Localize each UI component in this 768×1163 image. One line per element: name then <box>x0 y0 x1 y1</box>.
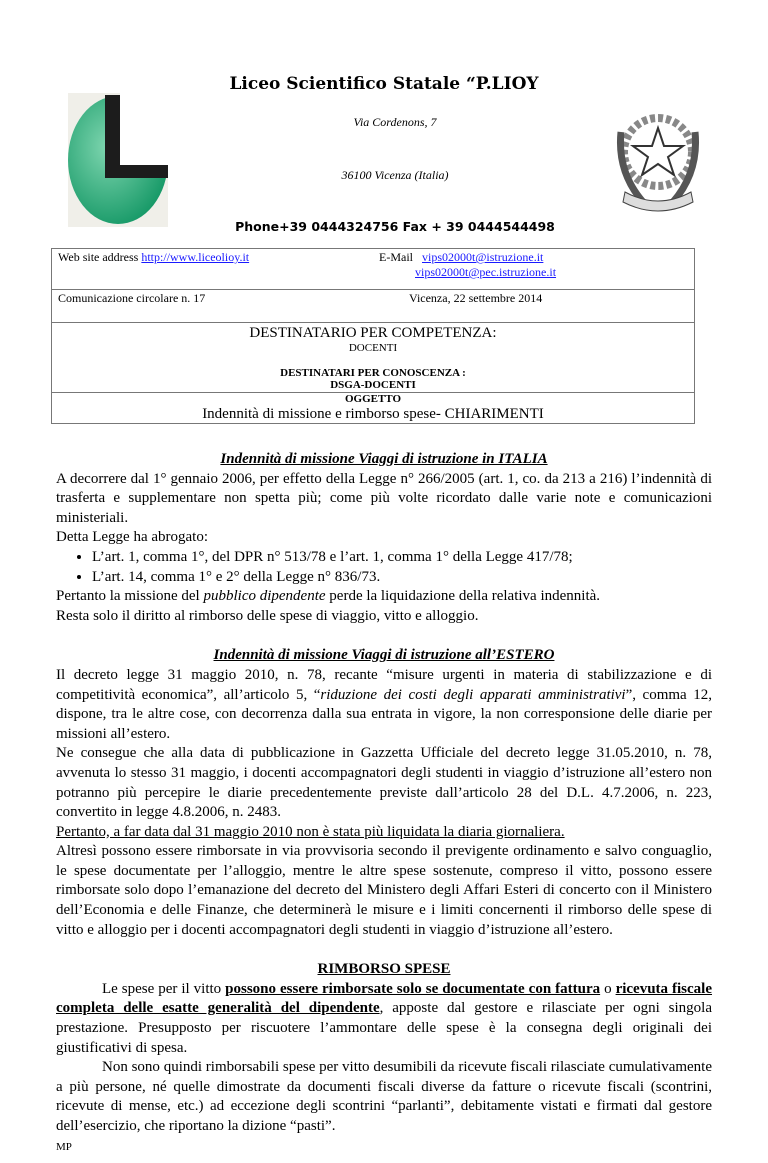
header-info-table <box>51 248 695 424</box>
subject-heading: OGGETTO <box>344 393 402 405</box>
paragraph: Ne consegue che alla data di pubblicazione in Gazzetta Ufficiale del decreto legge 31.05.2010, n. 78, avvenuta lo stesso 31 maggio, i docenti accompagnatori degli studenti in viaggio d’istruzione all’estero non potranno più percepire le diarie precedentemente previste dall’articolo 28 del D.L. 4.7.2006, n. 223, convertito in legge 4.8.2006, n. 2483. <box>56 745 712 821</box>
letterhead <box>0 0 768 248</box>
paragraph: Resta solo il diritto al rimborso delle spese di viaggio, vitto e alloggio. <box>56 607 479 624</box>
document-date: Vicenza, 22 settembre 2014 <box>373 290 695 323</box>
email-link-1[interactable]: vips02000t@istruzione.it <box>422 250 544 264</box>
paragraph: Non sono quindi rimborsabili spese per vitto desumibili da ricevute fiscali rilasciate cumulativamente a più persone, né quelle dimostrate da documenti fiscali diverse da fatture o ricevute fiscali (scontrini, ricevute di mense, etc.) ad eccezione degli scontrini “parlanti”, debitamente vistati e firmati dal gestore dell’esercizio, che riportano la dizione “pasti”. <box>56 1059 712 1134</box>
list-item: • L’art. 1, comma 1°, del DPR n° 513/78 e l’art. 1, comma 1° della Legge 417/78; <box>92 548 712 568</box>
recipients: DOCENTI <box>348 342 398 354</box>
school-name: Liceo Scientifico Statale “P.LIOY <box>229 74 539 94</box>
school-logo <box>68 93 168 227</box>
email-label: E-Mail <box>379 250 413 264</box>
section-heading: Indennità di missione Viaggi di istruzione all’ESTERO <box>213 647 555 664</box>
cc-heading: DESTINATARI PER CONOSCENZA : <box>280 367 466 379</box>
list-item: • L’art. 14, comma 1° e 2° della Legge n° 836/73. <box>92 568 712 588</box>
paragraph: Detta Legge ha abrogato: <box>56 529 209 546</box>
abrogated-list <box>56 548 712 587</box>
section-heading: Indennità di missione Viaggi di istruzione in ITALIA <box>220 451 548 467</box>
circular-number: Comunicazione circolare n. 17 <box>52 290 374 323</box>
paragraph: Il decreto legge 31 maggio 2010, n. 78, recante “misure urgenti in materia di stabilizzazione e di competitività economica”, all’articolo 5, “riduzione dei costi degli apparati amministrativi”, comma 12, dispone, tra le altre cose, con decorrenza dalla sua entrata in vigore, la non corresponsione delle diarie per missioni all’estero. <box>56 666 712 742</box>
paragraph: Altresì possono essere rimborsate in via provvisoria secondo il previgente ordinamento e salvo conguaglio, le spese documentate per l’alloggio, mentre le altre spese sostenute, compreso il vitto, possono essere rimborsate solo dopo l’emanazione del decreto del Ministero degli Affari Esteri di concerto con il Ministero dell’Economia e delle Finanze, che determinerà le misure e i limiti concernenti il rimborso delle spese di vitto e alloggio per i docenti accompagnatori degli studenti in viaggio d’istruzione all’estero. <box>56 843 712 938</box>
address-street: Via Cordenons, 7 <box>353 115 437 129</box>
website-label: Web site address <box>58 250 139 264</box>
paragraph: Pertanto, a far data dal 31 maggio 2010 non è stata più liquidata la diaria giornaliera. <box>56 823 565 840</box>
recipients-heading: DESTINATARIO PER COMPETENZA: <box>249 325 497 341</box>
section-heading: RIMBORSO SPESE <box>317 961 451 978</box>
section-italia <box>56 450 712 626</box>
email-link-2[interactable]: vips02000t@pec.istruzione.it <box>415 265 557 279</box>
paragraph: Le spese per il vitto possono essere rimborsate solo se documentate con fattura o ricevuta fiscale completa delle esatte generalità del dipendente, apposte dal gestore e rilasciate per ogni singola prestazione. Presupposto per riscuotere l’ammontare delle spese è la consegna degli originali dei giustificativi di spesa. <box>56 980 712 1056</box>
italian-republic-emblem <box>613 92 703 220</box>
subject: Indennità di missione e rimborso spese- CHIARIMENTI <box>202 406 544 422</box>
phone-fax: Phone+39 0444324756 Fax + 39 0444544498 <box>235 219 555 234</box>
author-initials: MP <box>56 1140 72 1153</box>
cc-recipients: DSGA-DOCENTI <box>330 379 416 391</box>
address-city: 36100 Vicenza (Italia) <box>341 168 449 182</box>
section-rimborso <box>56 960 712 1136</box>
website-link[interactable]: http://www.liceolioy.it <box>141 250 250 264</box>
paragraph: Pertanto la missione del pubblico dipendente perde la liquidazione della relativa indennità. <box>56 588 601 605</box>
section-estero <box>56 646 712 940</box>
paragraph: A decorrere dal 1° gennaio 2006, per effetto della Legge n° 266/2005 (art. 1, co. da 213 a 216) l’indennità di trasferta e supplementare non spetta più; come più volte ricordato dalle varie note e comunicazioni ministeriali. <box>56 470 712 526</box>
